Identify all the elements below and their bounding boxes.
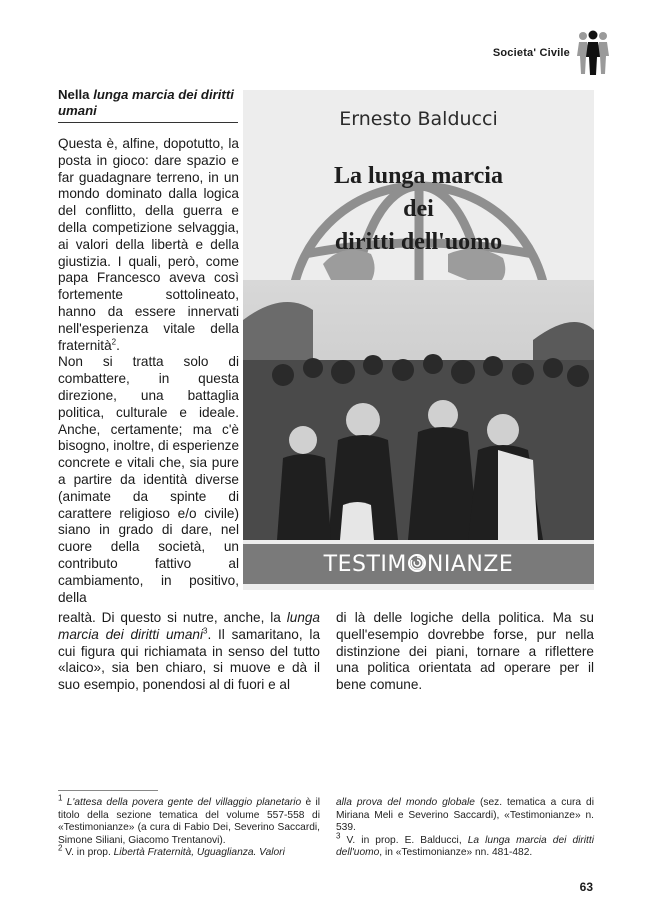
footnote-2-continued	[336, 797, 594, 835]
paragraph-1-text: Questa è, alfine, dopotutto, la posta in gioco: dare spazio e far guadagnare terreno, in un mondo dominato dalla logica del conflitto, della guerra e della competizione selvaggia, ai valori della libertà e della giustizia. I quali, però, come papa Francesco aveva così fortemente sottolineato, hanno da essere innervati nell'esperienza vitale della fraternità	[58, 136, 239, 353]
footnotes-right	[336, 797, 594, 860]
people-silhouette-icon	[576, 30, 610, 76]
footnote-number: 3	[336, 831, 341, 841]
footnote-ref-2: 2	[111, 337, 117, 347]
article-bottom-right	[336, 610, 594, 694]
footnote-divider	[58, 790, 158, 791]
heading-divider	[58, 122, 238, 123]
paragraph-1: Questa è, alfine, dopotutto, la posta in gioco: dare spazio e far guadagnare terreno, in un mondo dominato dalla logica del conflitto, della guerra e della competizione selvaggia, ai valori della libertà e della giustizia. I quali, però, come papa Francesco aveva così fortemente sottolineato, hanno da essere innervati nell'esperienza vitale della fraternità$^2$.	[58, 136, 239, 353]
footnote-3-text-2: , in «Testimonianze» nn. 481-482.	[379, 847, 533, 859]
footnote-2-text: V. in prop.	[62, 847, 114, 859]
paragraph-3	[58, 610, 320, 694]
footnote-3	[336, 831, 594, 860]
crowd-photo	[243, 280, 594, 540]
footnote-2-title-cont: alla prova del mondo globale	[336, 797, 475, 808]
footnote-1	[58, 793, 320, 847]
footnotes-left	[58, 793, 320, 860]
footnote-1-text: è il titolo della sezione tematica del volume 557-558 di «Testimonianze» (a cura di Fabio Dei, Severino Saccardi, Simone Siliani, Giacomo Trentanovi).	[58, 797, 320, 846]
footnote-3-title: La lunga marcia dei diritti dell'uomo	[336, 834, 594, 859]
footnote-2	[58, 843, 320, 860]
section-heading	[58, 87, 238, 119]
cover-title	[243, 160, 594, 259]
cover-title-line: dei	[403, 196, 434, 222]
footnote-ref-3: 3	[203, 626, 208, 636]
cover-title-line: diritti dell'uomo	[334, 229, 503, 255]
paragraph-4: di là delle logiche della politica. Ma su quell'esempio dovrebbe forse, pur nella distinzione dei piani, tornare a riflettere una politica orientata ad operare per il bene comune.	[336, 610, 594, 693]
footnote-2-title: Libertà Fraternità, Uguaglianza. Valori	[113, 847, 285, 859]
paragraph-2: Non si tratta solo di combattere, in questa direzione, una battaglia politica, culturale e ideale. Anche, certamente; ma c'è bisogno, inoltre, di esperienze concrete e vitali che, sia pure a partire da identità diverse (animate da spinte di carattere religioso e/o civile) siano in grado di dare, nel cuore della società, un contributo fattivo al cambiamento, in positivo, della	[58, 354, 239, 605]
footnote-number: 2	[58, 843, 63, 853]
paragraph-3-text-a: realtà. Di questo si nutre, anche, la	[58, 610, 287, 625]
paragraph-3-italic: lunga marcia dei diritti umani	[58, 610, 320, 642]
footnote-number: 1	[58, 793, 63, 803]
spiral-o-icon	[407, 553, 427, 573]
article-left-column	[58, 136, 239, 606]
brand-part: TESTIM	[323, 551, 407, 577]
publisher-banner	[243, 544, 594, 584]
page-number: 63	[579, 880, 593, 894]
brand-part: NIANZE	[426, 551, 514, 577]
publisher-name	[324, 552, 514, 577]
footnote-2-text-cont: (sez. tematica a cura di Miriana Meli e Severino Saccardi), «Testimonianze» n. 539.	[336, 797, 594, 834]
footnote-1-title: L'attesa della povera gente del villaggio planetario	[66, 797, 302, 808]
heading-italic: lunga marcia dei diritti umani	[58, 87, 234, 118]
book-cover-image	[243, 90, 594, 590]
article-bottom-left	[58, 610, 320, 694]
paragraph-3-text-b: . Il samaritano, la cui figura qui richiamata in senso del tutto «laico», sia ben chiaro, si muove e dà il suo esempio, ponendosi al di fuori e al	[58, 626, 320, 693]
running-header	[493, 30, 610, 76]
section-label: Societa' Civile	[492, 47, 570, 59]
cover-author: Ernesto Balducci	[339, 108, 498, 130]
heading-plain: Nella	[58, 87, 94, 102]
cover-title-line: La lunga marcia	[334, 163, 503, 189]
footnote-3-text: V. in prop. E. Balducci,	[340, 834, 468, 846]
